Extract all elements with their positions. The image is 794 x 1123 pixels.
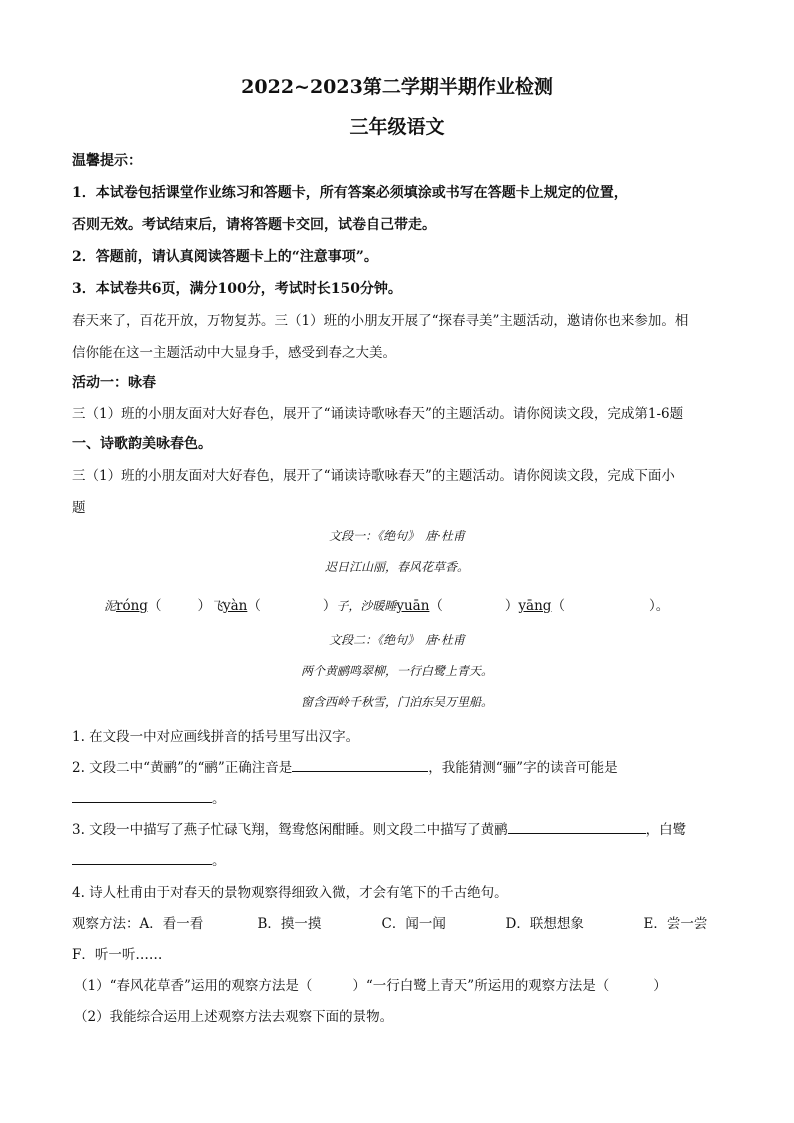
q2-end: 。 [212,791,226,807]
page-subtitle: 三年级语文 [349,116,445,138]
observation-methods [72,912,707,932]
option-c: C．闻一闻 [381,916,446,932]
tip-3: 3．本试卷共6页，满分100分，考试时长150分钟。 [72,281,402,297]
intro-line-a: 春天来了，百花开放，万物复苏。三（1）班的小朋友开展了“探春寻美”主题活动，邀请你也来参加。相 [72,313,689,329]
paren-open-2: （ [247,598,261,614]
question-3-line-b [72,849,226,869]
tip-1a: 1．本试卷包括课堂作业练习和答题卡，所有答案必须填涂或书写在答题卡上规定的位置， [72,185,628,201]
passage1-pinyin-line [104,594,669,614]
option-e: E．尝一尝 [643,916,708,932]
q3-end: 。 [212,853,226,869]
pinyin-yang: yāng [518,598,552,614]
passage2-line1: 两个黄鹂鸣翠柳，一行白鹭上青天。 [300,664,493,678]
methods-label: 观察方法： [72,916,140,932]
period: 。 [655,598,670,614]
pinyin-yan: yàn [222,598,248,614]
poem-char-ni: 泥 [104,599,117,613]
passage1-line1: 迟日江山丽，春风花草香。 [324,560,469,574]
option-b: B．摸一摸 [257,916,322,932]
q3-text-a: 3. 文段一中描写了燕子忙碌飞翔，鸳鸯悠闲酣睡。则文段二中描写了黄鹂 [72,822,508,838]
question-2-line-b [72,787,226,807]
question-4: 4. 诗人杜甫由于对春天的景物观察得细致入微，才会有笔下的千古绝句。 [72,885,508,901]
q2-text-b: ，我能猜测“骊”字的读音可能是 [428,760,618,776]
paren-close-2: ） [322,598,337,614]
poem-char-fei: 飞 [210,599,223,613]
q4-sub1-text-b: ）“一行白鹭上青天”所运用的观察方法是（ [352,978,610,994]
question-2-line-a [72,756,618,776]
page-title: 2022~2023第二学期半期作业检测 [241,76,553,98]
option-f: F．听一听…… [72,947,163,963]
q2-text-a: 2. 文段二中“黄鹂”的“鹂”正确注音是 [72,760,293,776]
activity1-heading: 活动一：咏春 [72,375,156,391]
passage2-title: 文段二：《绝句》 唐·杜甫 [329,633,465,647]
tips-heading: 温馨提示： [72,153,142,169]
intro-line-b: 信你能在这一主题活动中大显身手，感受到春之大美。 [72,345,396,361]
option-a: A．看一看 [139,916,204,932]
option-d: D．联想想象 [505,916,584,932]
paren-close-1: ） [197,598,211,614]
paren-close-3: ） [504,598,519,614]
section1-desc-b: 题 [72,500,86,516]
question-4-sub-2: （2）我能综合运用上述观察方法去观察下面的景物。 [74,1009,394,1025]
question-1: 1. 在文段一中对应画线拼音的括号里写出汉字。 [72,729,360,745]
q2-blank-1[interactable] [292,757,428,772]
section1-desc-a: 三（1）班的小朋友面对大好春色，展开了“诵读诗歌咏春天”的主题活动。请你阅读文段，完成下面小 [72,468,675,484]
q2-blank-2[interactable] [72,788,212,803]
pinyin-yuan: yuān [396,598,430,614]
section1-heading: 一、诗歌韵美咏春色。 [72,436,212,452]
activity1-desc: 三（1）班的小朋友面对大好春色，展开了“诵读诗歌咏春天”的主题活动。请你阅读文段，完成第1-6题 [72,406,684,422]
q4-sub1-text-c: ） [653,978,667,994]
q4-sub1-text-a: （1）“春风花草香”运用的观察方法是（ [74,978,313,994]
question-4-sub-1 [74,974,667,994]
passage2-line2: 窗含西岭千秋雪，门泊东吴万里船。 [300,695,493,709]
pinyin-rong: róng [116,598,148,614]
paren-open-4: （ [551,598,565,614]
paren-open-3: （ [429,598,443,614]
question-3-line-a [72,818,686,838]
poem-text-mid: 子，沙暖睡 [336,599,397,613]
q3-blank-1[interactable] [508,819,646,834]
passage1-title: 文段一：《绝句》 唐·杜甫 [329,529,465,543]
q3-blank-2[interactable] [72,850,212,865]
tip-2: 2．答题前，请认真阅读答题卡上的“注意事项”。 [72,249,378,265]
q3-text-b: ，白鹭 [645,822,687,838]
paren-open-1: （ [147,598,162,614]
tip-1b: 否则无效。考试结束后，请将答题卡交回，试卷自己带走。 [72,217,436,233]
paren-close-4: ） [648,598,656,614]
